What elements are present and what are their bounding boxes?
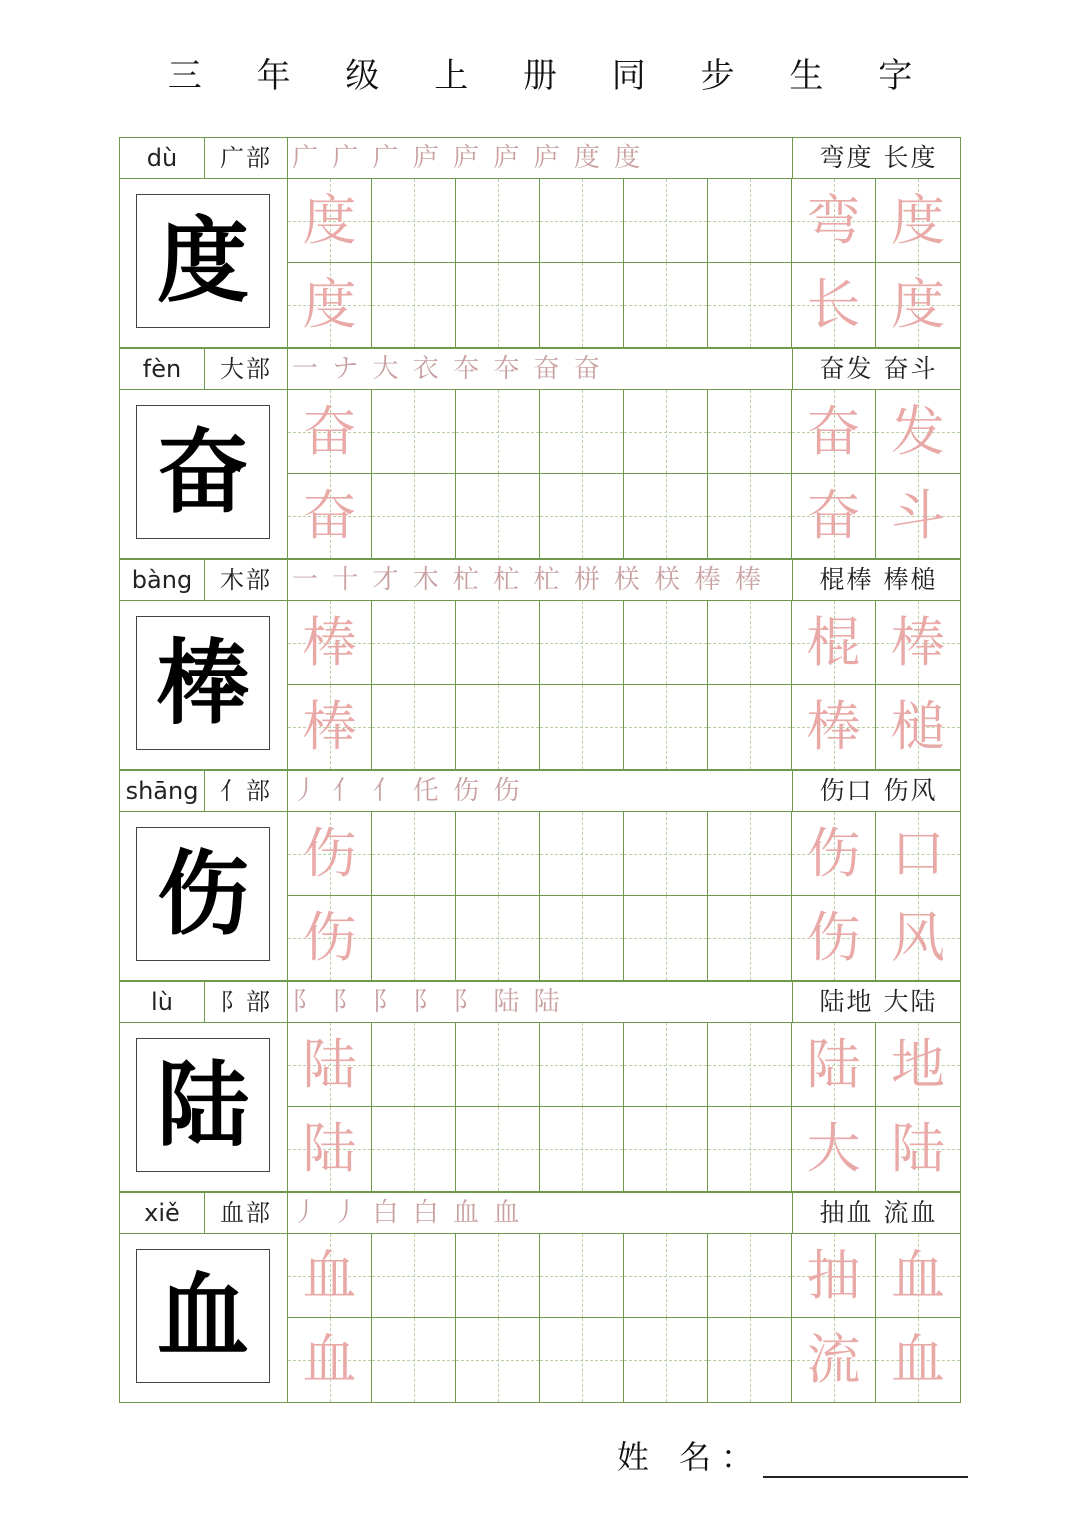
practice-cell[interactable] [288,1107,372,1191]
practice-cell[interactable] [372,1318,456,1402]
practice-cell[interactable] [708,263,792,347]
model-character: 血 [156,1262,249,1370]
header-row [119,348,961,390]
char-block [119,1192,961,1403]
radical-label: 广部 [220,144,272,172]
practice-cell[interactable] [624,390,708,474]
name-field [617,1432,968,1478]
trace-character: 抽 [806,1243,861,1307]
practice-cell[interactable] [456,390,540,474]
header-row [119,981,961,1023]
word-pair-label: 弯度 长度 [819,143,938,172]
trace-character: 长 [806,273,861,336]
trace-character: 陆 [302,1117,357,1180]
practice-cell[interactable] [372,263,456,347]
practice-cell[interactable] [288,601,372,685]
char-block [119,981,961,1192]
practice-cell[interactable] [540,1023,624,1107]
practice-cell[interactable] [456,1234,540,1318]
trace-character: 度 [302,188,357,252]
page-title: 三 年 级 上 册 同 步 生 字 [167,56,935,96]
stroke-order: 阝 阝 阝 阝 阝 陆 陆 [292,987,563,1017]
model-character: 陆 [156,1051,249,1159]
practice-cell[interactable] [456,812,540,896]
radical-label: 阝部 [220,988,272,1016]
trace-character: 陆 [806,1032,861,1096]
practice-cell[interactable] [288,1234,372,1318]
practice-cell[interactable] [456,896,540,980]
model-char-box [136,616,270,750]
practice-cell[interactable] [708,1023,792,1107]
trace-character: 槌 [891,695,945,758]
word-pair-label: 棍棒 棒槌 [819,565,938,594]
trace-character: 奋 [302,399,357,463]
practice-cell[interactable] [624,601,708,685]
practice-cell[interactable] [540,812,624,896]
divider [287,982,288,1022]
practice-cell[interactable] [288,263,372,347]
stroke-order: 丿 亻 亻 仛 伤 伤 [292,776,523,806]
word-practice-cell[interactable] [876,1318,961,1402]
word-pair-label: 抽血 流血 [819,1198,938,1227]
model-character: 奋 [156,418,249,526]
word-pair-label: 伤口 伤风 [819,776,938,805]
trace-character: 棍 [806,610,861,674]
practice-cell[interactable] [540,179,624,263]
divider [287,1193,288,1233]
trace-character: 棒 [302,610,357,674]
divider [287,138,288,178]
header-row [119,137,961,179]
trace-character: 大 [806,1117,861,1180]
practice-cell[interactable] [540,896,624,980]
practice-cell[interactable] [288,812,372,896]
practice-grid [119,1023,961,1192]
divider [792,1193,793,1233]
trace-character: 棒 [806,695,861,758]
trace-character: 陆 [891,1117,945,1180]
word-practice-cell[interactable] [876,812,961,896]
practice-cell[interactable] [288,179,372,263]
practice-cell[interactable] [708,896,792,980]
trace-character: 发 [891,399,945,463]
practice-cell[interactable] [624,812,708,896]
word-practice-cell[interactable] [876,1234,961,1318]
word-practice-cell[interactable] [792,896,876,980]
practice-cell[interactable] [624,1318,708,1402]
practice-cell[interactable] [624,474,708,558]
name-blank-line[interactable] [763,1448,968,1478]
word-practice-cell[interactable] [792,1023,876,1107]
char-block [119,348,961,559]
trace-character: 弯 [806,188,861,252]
practice-cell[interactable] [372,474,456,558]
divider [792,349,793,389]
trace-character: 奋 [806,484,861,547]
practice-cell[interactable] [372,601,456,685]
word-practice-cell[interactable] [792,179,876,263]
practice-cell[interactable] [372,179,456,263]
practice-cell[interactable] [372,812,456,896]
word-practice-cell[interactable] [876,896,961,980]
trace-character: 血 [891,1243,945,1307]
word-practice-cell[interactable] [792,1234,876,1318]
trace-character: 陆 [302,1032,357,1096]
pinyin-label: fèn [142,355,182,383]
practice-grid [119,601,961,770]
char-block [119,770,961,981]
practice-grid [119,390,961,559]
pinyin-label: xiě [144,1199,180,1227]
practice-cell[interactable] [456,179,540,263]
practice-cell[interactable] [372,390,456,474]
radical-label: 血部 [220,1199,272,1227]
word-practice-cell[interactable] [792,474,876,558]
word-practice-cell[interactable] [876,601,961,685]
practice-cell[interactable] [288,390,372,474]
trace-character: 伤 [806,906,861,969]
word-practice-cell[interactable] [792,601,876,685]
practice-cell[interactable] [540,390,624,474]
word-pair-label: 陆地 大陆 [819,987,938,1016]
word-practice-cell[interactable] [792,390,876,474]
trace-character: 血 [302,1243,357,1307]
trace-character: 度 [891,188,945,252]
stroke-order: 一 十 才 木 杧 杧 杧 栟 栚 栚 棒 棒 [292,565,764,595]
practice-cell[interactable] [372,685,456,769]
practice-cell[interactable] [456,1107,540,1191]
radical-label: 木部 [220,566,272,594]
practice-cell[interactable] [540,263,624,347]
divider [792,560,793,600]
practice-cell[interactable] [708,685,792,769]
word-practice-cell[interactable] [792,1107,876,1191]
stroke-order: 广 广 广 庐 庐 庐 庐 度 度 [292,143,644,173]
practice-cell[interactable] [540,474,624,558]
practice-cell[interactable] [624,179,708,263]
trace-character: 棒 [891,610,945,674]
model-char-box [136,405,270,539]
practice-cell[interactable] [372,1107,456,1191]
practice-cell[interactable] [288,1023,372,1107]
trace-character: 奋 [806,399,861,463]
practice-cell[interactable] [624,685,708,769]
trace-character: 度 [302,273,357,336]
model-char-box [136,194,270,328]
practice-cell[interactable] [708,601,792,685]
trace-character: 口 [891,821,945,885]
divider [792,771,793,811]
practice-cell[interactable] [288,685,372,769]
divider [287,349,288,389]
pinyin-label: bàng [131,566,193,594]
pinyin-label: lù [151,988,173,1016]
word-practice-cell[interactable] [876,474,961,558]
practice-cell[interactable] [456,263,540,347]
practice-cell[interactable] [624,896,708,980]
radical-label: 亻部 [220,777,272,805]
trace-character: 血 [891,1328,945,1391]
header-row [119,559,961,601]
practice-cell[interactable] [288,1318,372,1402]
radical-label: 大部 [220,355,272,383]
practice-cell[interactable] [624,1234,708,1318]
practice-cell[interactable] [456,474,540,558]
char-block [119,559,961,770]
word-practice-cell[interactable] [876,263,961,347]
trace-character: 风 [891,906,945,969]
practice-cell[interactable] [624,263,708,347]
word-practice-cell[interactable] [876,179,961,263]
trace-character: 伤 [806,821,861,885]
trace-character: 伤 [302,906,357,969]
practice-cell[interactable] [540,601,624,685]
practice-cell[interactable] [372,896,456,980]
word-pair-label: 奋发 奋斗 [819,354,938,383]
word-practice-cell[interactable] [792,1318,876,1402]
practice-cell[interactable] [372,1234,456,1318]
trace-character: 奋 [302,484,357,547]
practice-cell[interactable] [456,1318,540,1402]
trace-character: 度 [891,273,945,336]
char-block [119,137,961,348]
stroke-order: 一 ナ 大 衣 夲 夲 奋 奋 [292,354,603,384]
model-char-box [136,1038,270,1172]
practice-cell[interactable] [708,474,792,558]
practice-cell[interactable] [288,896,372,980]
stroke-order: 丿 丿 白 白 血 血 [292,1198,523,1228]
pinyin-label: shāng [125,777,199,805]
practice-cell[interactable] [372,1023,456,1107]
word-practice-cell[interactable] [792,263,876,347]
word-practice-cell[interactable] [876,685,961,769]
word-practice-cell[interactable] [876,1023,961,1107]
practice-cell[interactable] [708,390,792,474]
practice-cell[interactable] [708,179,792,263]
divider [287,771,288,811]
word-practice-cell[interactable] [876,390,961,474]
header-row [119,770,961,812]
practice-grid [119,179,961,348]
practice-cell[interactable] [540,1234,624,1318]
practice-cell[interactable] [708,1107,792,1191]
practice-cell[interactable] [456,1023,540,1107]
pinyin-label: dù [146,144,178,172]
practice-cell[interactable] [540,1107,624,1191]
divider [792,138,793,178]
trace-character: 流 [806,1328,861,1391]
model-char-box [136,1249,270,1383]
practice-cell[interactable] [456,685,540,769]
divider [287,560,288,600]
practice-cell[interactable] [624,1023,708,1107]
practice-cell[interactable] [540,685,624,769]
practice-cell[interactable] [708,1234,792,1318]
practice-cell[interactable] [456,601,540,685]
name-label: 姓 名： [616,1438,763,1476]
header-row [119,1192,961,1234]
divider [792,982,793,1022]
model-character: 伤 [156,840,249,948]
practice-cell[interactable] [708,1318,792,1402]
trace-character: 斗 [891,484,945,547]
practice-cell[interactable] [624,1107,708,1191]
practice-grid [119,812,961,981]
practice-cell[interactable] [288,474,372,558]
model-char-box [136,827,270,961]
word-practice-cell[interactable] [876,1107,961,1191]
practice-cell[interactable] [540,1318,624,1402]
model-character: 棒 [156,629,249,737]
trace-character: 棒 [302,695,357,758]
word-practice-cell[interactable] [792,812,876,896]
trace-character: 伤 [302,821,357,885]
practice-grid [119,1234,961,1403]
trace-character: 地 [891,1032,945,1096]
trace-character: 血 [302,1328,357,1391]
practice-cell[interactable] [708,812,792,896]
word-practice-cell[interactable] [792,685,876,769]
model-character: 度 [156,207,249,315]
